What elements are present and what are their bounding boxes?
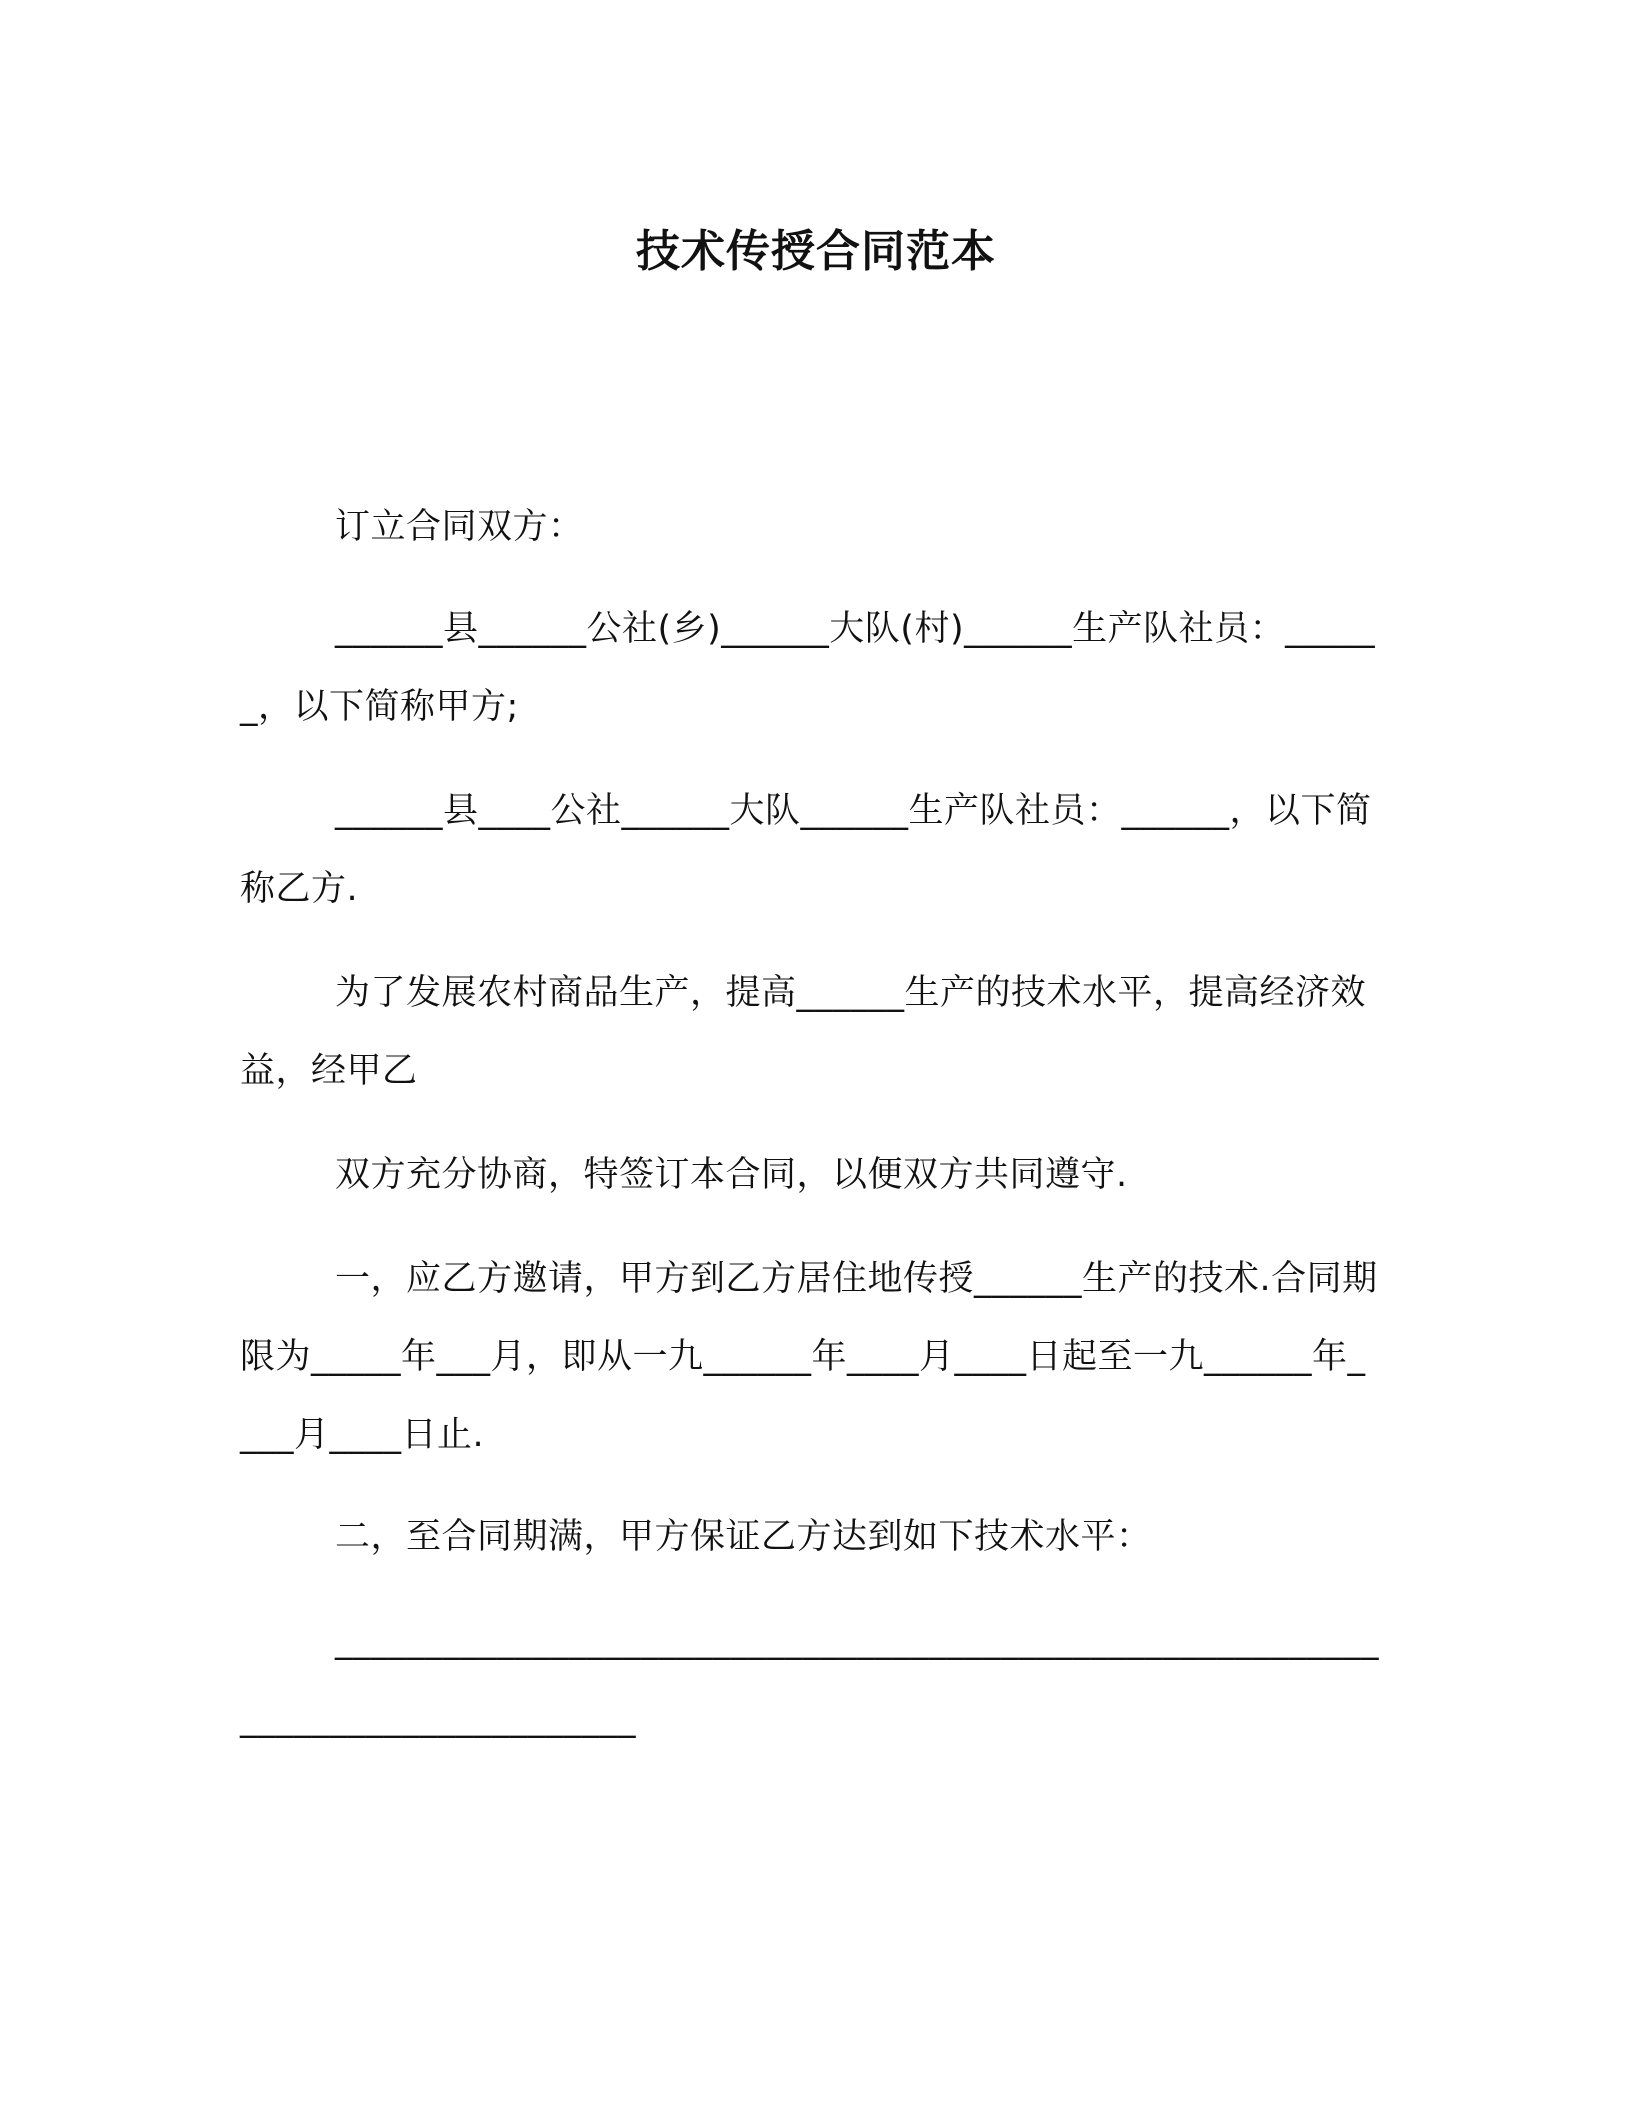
paragraph-agreement: 双方充分协商，特签订本合同，以便双方共同遵守. — [335, 1155, 1128, 1195]
paragraph-purpose: 为了发展农村商品生产，提高______生产的技术水平，提高经济效益，经甲乙 — [240, 973, 1367, 1091]
clause-two-blank-line: ________________________________________________________________________________ — [240, 1621, 1379, 1739]
clause-two: 二，至合同期满，甲方保证乙方达到如下技术水平： — [335, 1517, 1152, 1557]
document-title: 技术传授合同范本 — [636, 226, 996, 277]
paragraph-party-a: ______县______公社(乡)______大队(村)______生产队社员：______，以下简称甲方; — [240, 609, 1376, 727]
paragraph-parties-heading: 订立合同双方： — [335, 507, 584, 547]
paragraph-party-b: ______县____公社______大队______生产队社员：______，以下简称乙方. — [240, 791, 1372, 909]
document-body — [240, 0, 1380, 2112]
clause-one: 一，应乙方邀请，甲方到乙方居住地传授______生产的技术.合同期限为_____年___月，即从一九______年____月____日起至一九______年____月____日止. — [240, 1259, 1378, 1455]
